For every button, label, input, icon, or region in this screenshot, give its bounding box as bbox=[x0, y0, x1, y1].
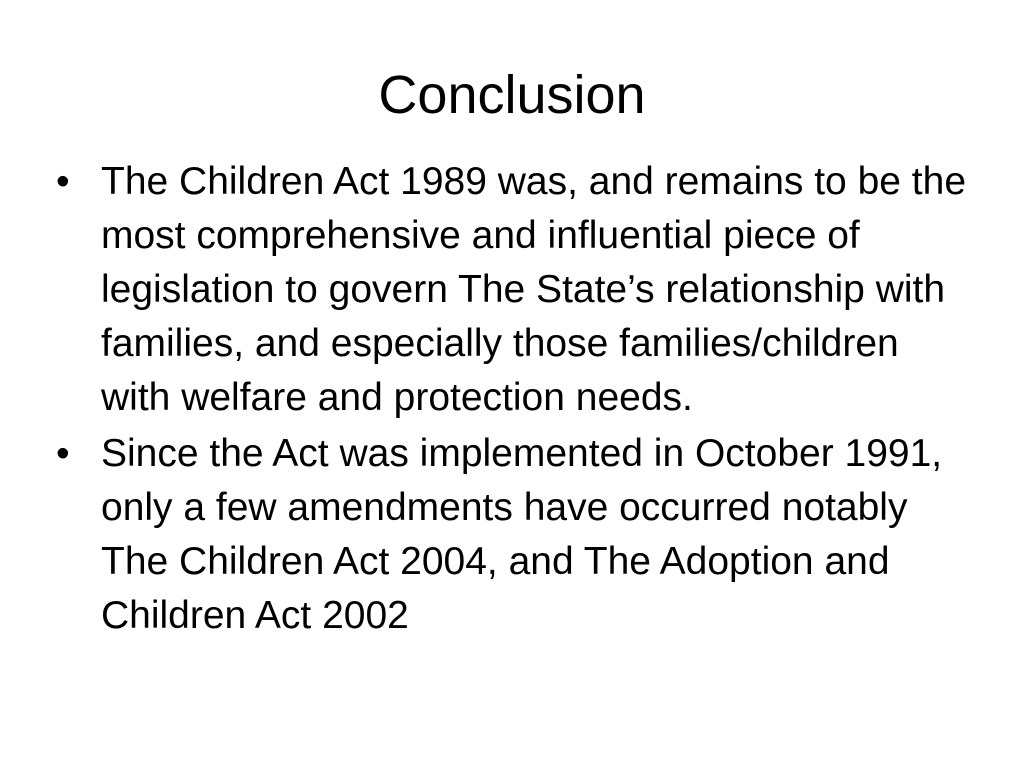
slide-title: Conclusion bbox=[378, 65, 646, 125]
bullet-item bbox=[56, 427, 976, 643]
bullet-item bbox=[56, 155, 976, 425]
bullet-text: Since the Act was implemented in October 1991, only a few amendments have occurred notably The Children Act 2004, and The Adoption and Children Act 2002 bbox=[101, 432, 943, 637]
bullet-text: The Children Act 1989 was, and remains to be the most comprehensive and influential piece of legislation to govern The State’s relationship with families, and especially those families/children with welfare and protection needs. bbox=[101, 160, 967, 419]
bullet-marker: • bbox=[56, 160, 70, 203]
bullet-list bbox=[56, 155, 976, 645]
bullet-marker: • bbox=[56, 432, 70, 475]
